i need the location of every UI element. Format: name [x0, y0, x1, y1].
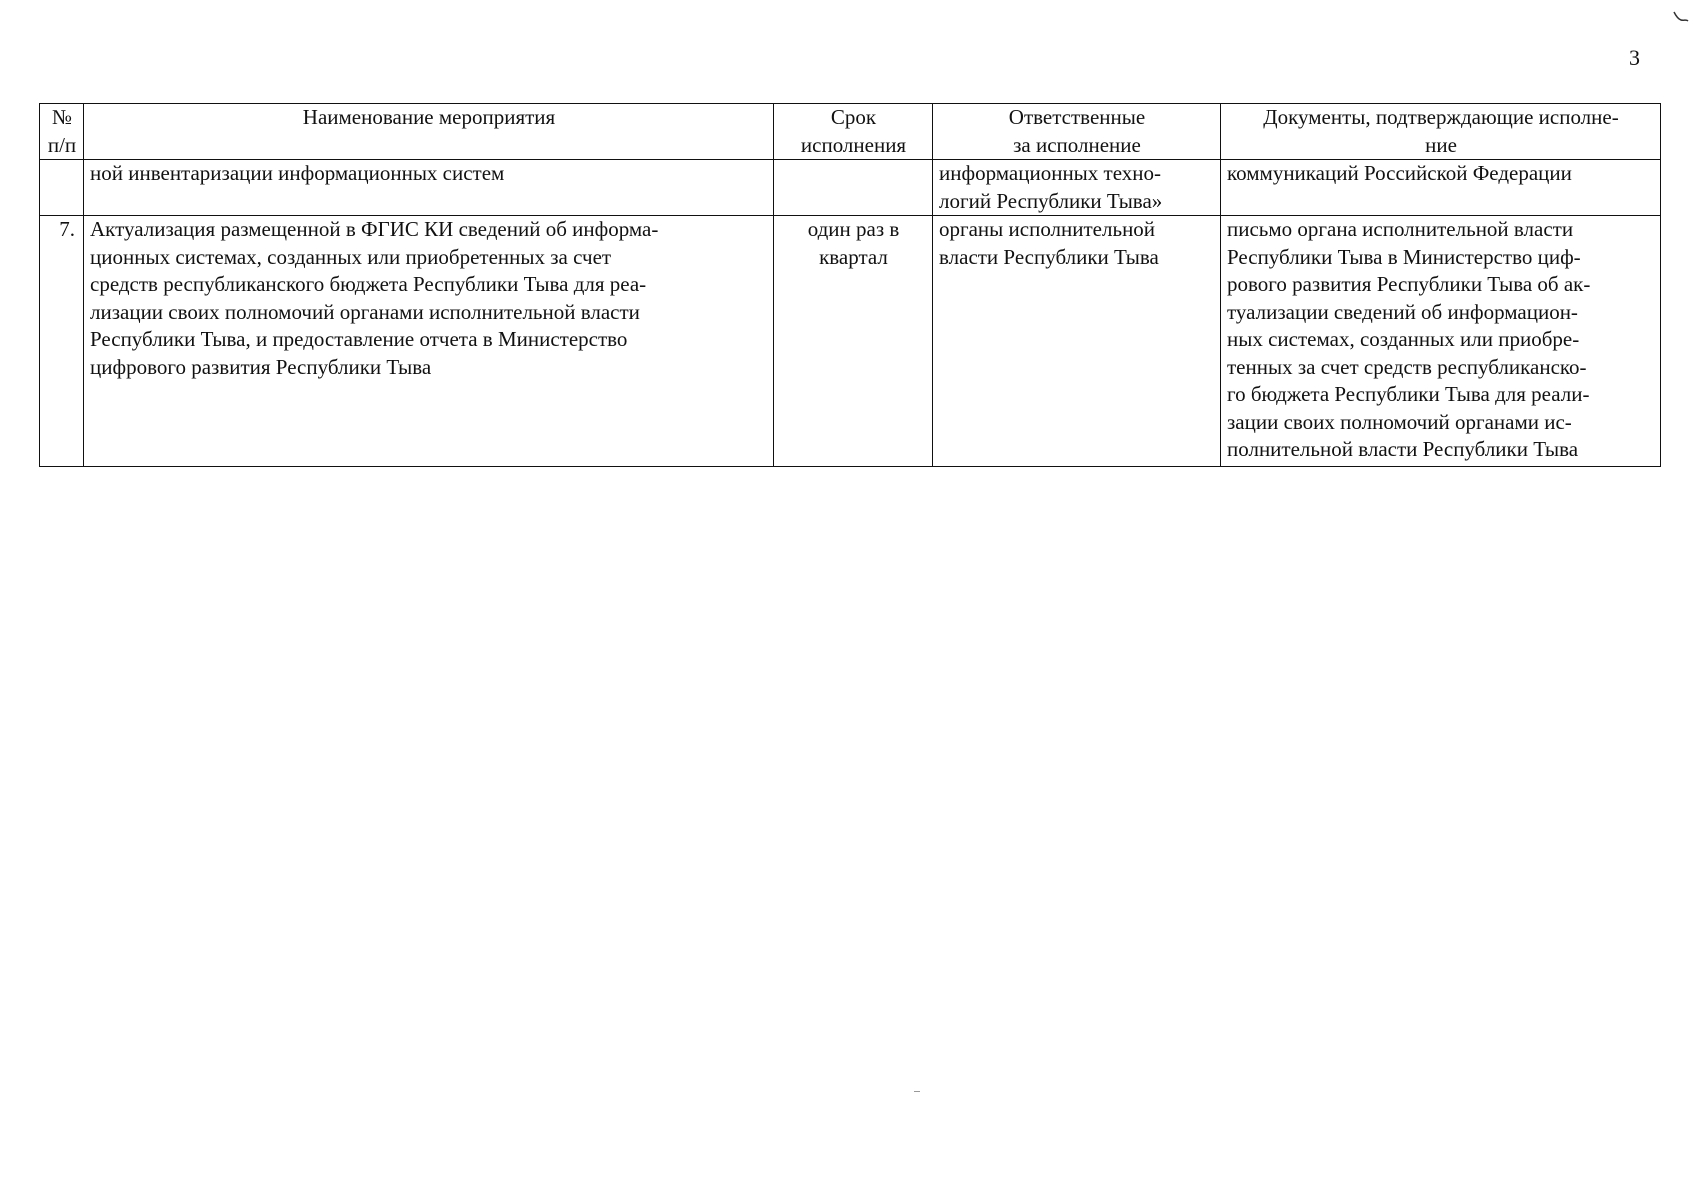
row-documents: письмо органа исполнительной власти Республики Тыва в Министерство циф- рового развития Республики Тыва об ак- туализации сведений об информацион- ных системах, созданных или приобре- тенных за счет средств республиканско- го бюджета Республики Тыва для реали- зации своих полномочий органами ис- полнительной власти Республики Тыва	[1221, 216, 1661, 467]
header-responsible: Ответственные за исполнение	[933, 104, 1221, 160]
row-term: один раз в квартал	[774, 216, 933, 467]
activities-table	[39, 103, 1661, 467]
row-responsible: органы исполнительной власти Республики Тыва	[933, 216, 1221, 467]
row-num: 7.	[40, 216, 84, 467]
row-name: ной инвентаризации информационных систем	[84, 160, 774, 216]
table-row	[40, 216, 1661, 467]
scan-speck	[914, 1091, 920, 1092]
row-documents: коммуникаций Российской Федерации	[1221, 160, 1661, 216]
header-documents: Документы, подтверждающие исполне- ние	[1221, 104, 1661, 160]
page-number: 3	[1629, 45, 1640, 70]
table-row	[40, 160, 1661, 216]
table-header-row	[40, 104, 1661, 160]
header-name: Наименование мероприятия	[84, 104, 774, 160]
row-num	[40, 160, 84, 216]
row-term	[774, 160, 933, 216]
corner-handwritten-mark	[1672, 10, 1690, 24]
row-name: Актуализация размещенной в ФГИС КИ сведений об информа- ционных системах, созданных или приобретенных за счет средств республиканского бюджета Республики Тыва для реа- лизации своих полномочий органами исполнительной власти Республики Тыва, и предоставление отчета в Министерство цифрового развития Республики Тыва	[84, 216, 774, 467]
header-num: № п/п	[40, 104, 84, 160]
row-responsible: информационных техно- логий Республики Тыва»	[933, 160, 1221, 216]
header-term: Срок исполнения	[774, 104, 933, 160]
